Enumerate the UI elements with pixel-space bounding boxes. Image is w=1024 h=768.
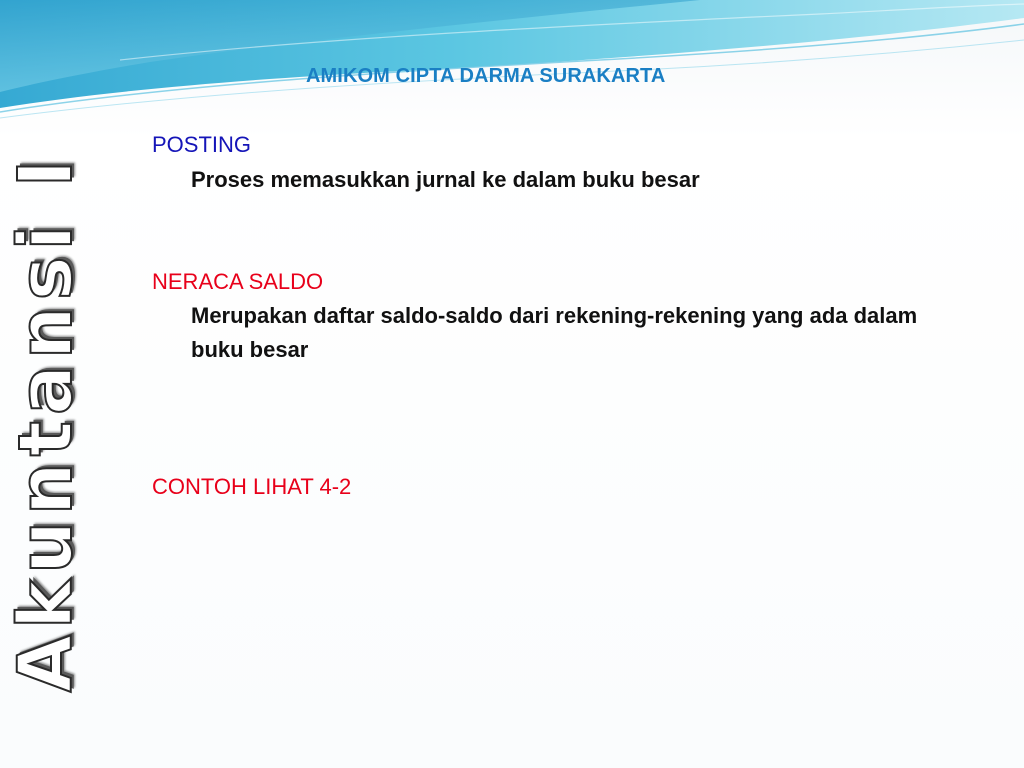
definition-neraca-saldo: Merupakan daftar saldo-saldo dari rekening-rekening yang ada dalam buku besar (191, 303, 918, 362)
definition-posting: Proses memasukkan jurnal ke dalam buku besar (191, 167, 700, 192)
institution-subtitle: AMIKOM CIPTA DARMA SURAKARTA (306, 65, 666, 87)
term-neraca-saldo: NERACA SALDO (152, 269, 324, 294)
vertical-title: Akuntansi I (3, 153, 89, 693)
header-wave-decoration (0, 0, 1024, 120)
term-posting: POSTING (152, 132, 252, 157)
example-reference-note: CONTOH LIHAT 4-2 (152, 474, 352, 499)
